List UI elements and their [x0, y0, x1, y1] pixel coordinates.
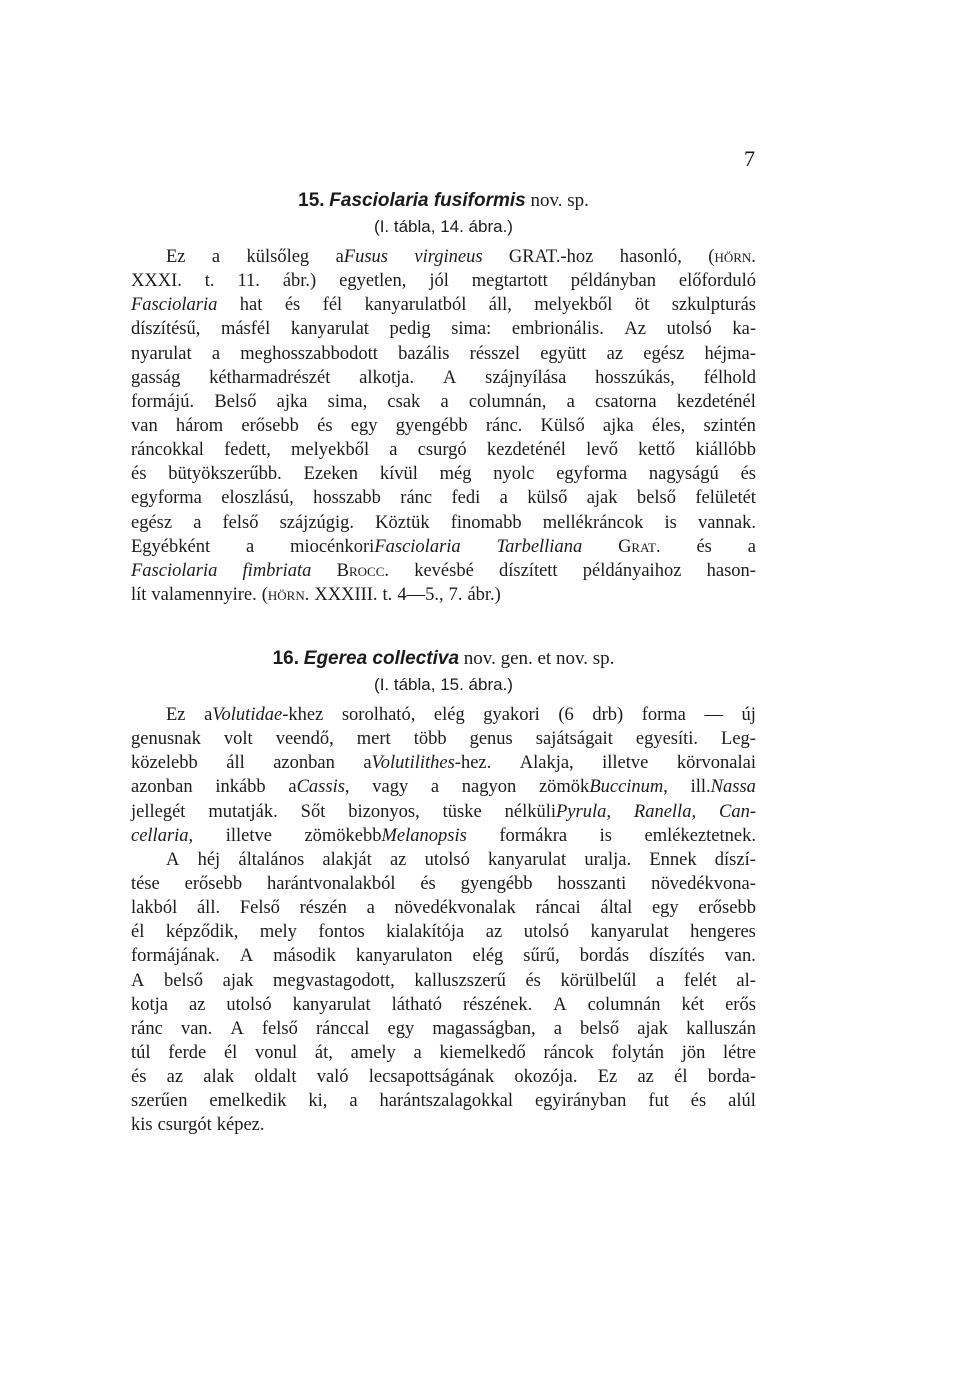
text-line: A belső ajak megvastagodott, kalluszszerű és körülbelűl a felét al-: [131, 970, 756, 991]
text-line: szerűen emelkedik ki, a harántszalagokkal egyirányban fut és alúl: [131, 1091, 756, 1112]
section-15: [131, 188, 756, 607]
text-line: egyforma eloszlású, hosszabb ránc fedi a külső ajak belső felületét: [131, 488, 756, 509]
text-line: Fasciolaria hat és fél kanyarulatból áll, melyekből öt szkulpturás: [131, 295, 756, 316]
text-line: XXXI. t. 11. ábr.) egyetlen, jól megtartott példányban előforduló: [131, 271, 756, 292]
plate-reference: (I. tábla, 15. ábra.): [374, 675, 513, 694]
species-name: Fasciolaria fusiformis: [329, 190, 526, 211]
text-line: genusnak volt veendő, mert több genus sajátságait egyesíti. Leg-: [131, 729, 756, 750]
text-line: lít valamennyire. (hörn. XXXIII. t. 4—5., 7. ábr.): [131, 584, 501, 605]
page-number: 7: [744, 146, 755, 171]
text-line: kis csurgót képez.: [131, 1115, 265, 1136]
text-line: ránc van. A felső ránccal egy magasságban, a belső ajak kalluszán: [131, 1018, 756, 1039]
genus-name: Egerea collectiva: [303, 648, 460, 669]
section-16: [131, 646, 756, 1138]
text-line: Egyébként a miocénkoriFasciolaria Tarbelliana Grat. és a: [131, 536, 756, 557]
text-line: Ez a külsőleg aFusus virgineus GRAT.-hoz hasonló, (hörn.: [166, 247, 756, 267]
text-line: él képződik, mely fontos kialakítója az utolsó kanyarulat hengeres: [131, 922, 756, 943]
text-line: formájának. A második kanyarulaton elég sűrű, bordás díszítés van.: [131, 946, 756, 967]
text-line: gasság kétharmadrészét alkotja. A szájnyílása hosszúkás, félhold: [131, 367, 756, 388]
species-status: nov. sp.: [530, 190, 589, 211]
section-15-body: [131, 245, 756, 607]
text-line: és bütyökszerűbb. Ezeken kívül még nyolc egyforma nagyságú és: [131, 464, 756, 485]
text-line: A héj általános alakját az utolsó kanyarulat uralja. Ennek díszí-: [166, 849, 756, 870]
plate-reference: (I. tábla, 14. ábra.): [374, 217, 513, 236]
text-line: formájú. Belső ajka sima, csak a columnán, a csatorna kezdeténél: [131, 391, 756, 412]
text-line: és az alak oldalt való lecsapottságának okozója. Ez az él borda-: [131, 1067, 756, 1088]
text-line: van három erősebb és egy gyengébb ránc. Külső ajka éles, szintén: [131, 415, 756, 436]
text-line: ráncokkal fedett, melyekből a csurgó kezdeténél levő kettő kiállóbb: [131, 440, 756, 461]
text-line: tése erősebb harántvonalakból és gyengébb hosszanti növedékvona-: [131, 873, 756, 894]
text-line: jellegét mutatják. Sőt bizonyos, tüske nélküliPyrula, Ranella, Can-: [131, 801, 756, 822]
text-line: közelebb áll azonban aVolutilithes-hez. Alakja, illetve körvonalai: [131, 753, 756, 774]
section-15-heading: [131, 188, 756, 214]
text-line: túl ferde él vonul át, amely a kiemelkedő ráncok folytán jön létre: [131, 1042, 756, 1063]
text-line: lakból áll. Felső részén a növedékvonalak ráncai által egy erősebb: [131, 898, 756, 919]
section-16-heading: [131, 646, 756, 672]
text-line: nyarulat a meghosszabbodott bazális résszel együtt az egész héjma-: [131, 343, 756, 364]
text-line: egész a felső szájzúgig. Köztük finomabb mellékráncok is vannak.: [131, 512, 756, 533]
text-line: azonban inkább aCassis, vagy a nagyon zömökBuccinum, ill.Nassa: [131, 777, 756, 798]
species-number: 15.: [298, 190, 325, 211]
section-16-body: [131, 703, 756, 1138]
genus-number: 16.: [272, 648, 300, 669]
text-line: kotja az utolsó kanyarulat látható részének. A columnán két erős: [131, 994, 756, 1015]
genus-status: nov. gen. et nov. sp.: [463, 648, 615, 669]
text-line: cellaria, illetve zömökebbMelanopsis formákra is emlékeztetnek.: [131, 825, 756, 846]
text-line: Ez aVolutidae-khez sorolható, elég gyakori (6 drb) forma — új: [166, 705, 756, 725]
text-line: Fasciolaria fimbriata Brocc. kevésbé díszített példányaihoz hason-: [131, 560, 756, 581]
text-line: díszítésű, másfél kanyarulat pedig sima: embrionális. Az utolsó ka-: [131, 319, 756, 340]
